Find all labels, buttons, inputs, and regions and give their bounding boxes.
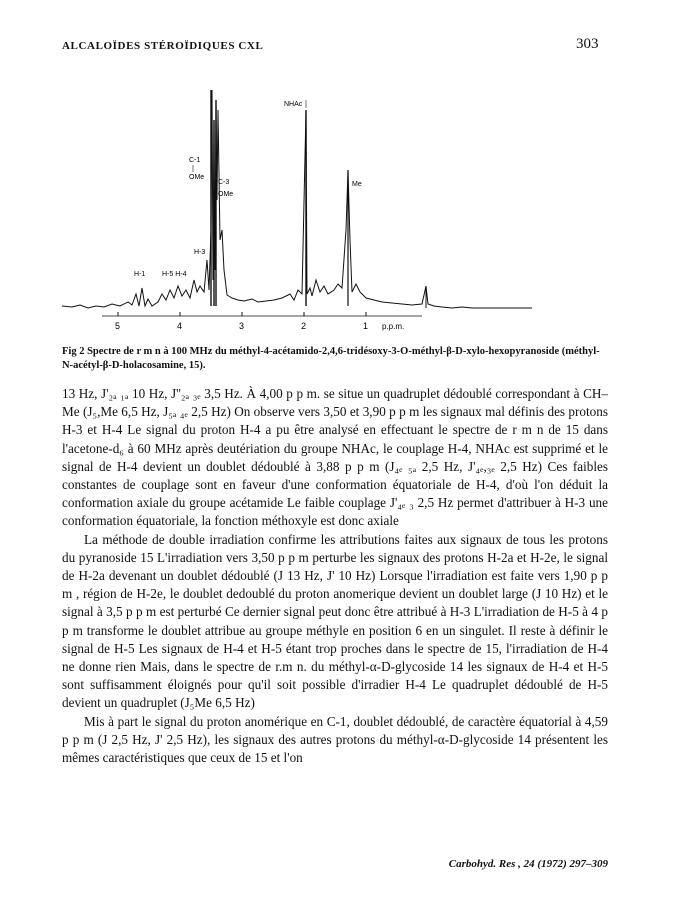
- tick-label: 5: [115, 321, 121, 331]
- page-number: 303: [576, 36, 599, 52]
- peak-label-me: Me: [352, 181, 362, 188]
- peak-label-h3: H-3: [194, 249, 206, 256]
- running-title: ALCALOÏDES STÉROÏDIQUES CXL: [62, 40, 264, 52]
- peak-label-h5h4: H-5 H-4: [162, 271, 187, 278]
- nmr-spectrum-figure: [62, 80, 582, 338]
- journal-footer: Carbohyd. Res , 24 (1972) 297–309: [448, 858, 608, 870]
- paragraph: La méthode de double irradiation confirme les attributions faites aux signaux de tous les protons du pyranoside 15 L'irradiation vers 3,50 p p m perturbe les signaux des protons H-2a et H-2e, le signal de H-2a devenant un doublet dédoublé (J 13 Hz, J' 10 Hz) Lorsque l'irradiation est faite vers 1,90 p p m , région de H-2e, le doublet dedoublé du proton anomerique devient un doublet large (J 10 Hz) et le signal à 3,5 p p m est perturbé Ce dernier signal peut donc être attribué à H-3 L'irradiation de H-5 à 4 p p m transforme le doublet attribue au groupe méthyle en position 6 en un singulet. Il reste à définir le signal de H-5 Les signaux de H-4 et H-5 étant trop proches dans le spectre de 15, l'irradiation de H-4 ne donne rien Mais, dans le spectre de r.m n. du méthyl-α-D-glycoside 14 les signaux de H-4 et H-5 sont suffisamment éloignés pour qu'il soit possible d'irradier H-4 Le quadruplet dédoublé de H-5 devient un quadruplet (J₅Me 6,5 Hz): [62, 531, 608, 711]
- paragraph: Mis à part le signal du proton anomérique en C-1, doublet dédoublé, de caractère équatorial à 4,59 p p m (J 2,5 Hz, J' 2,5 Hz), les signaux des autres protons du méthyl-α-D-glycoside 14 présentent les mêmes caractéristiques que ceux de 15 et l'on: [62, 713, 608, 766]
- tick-label: 4: [177, 321, 183, 331]
- body-text: [62, 385, 608, 767]
- peak-label-h1: H-1: [134, 271, 146, 278]
- peak-label-c1-ome: OMe: [189, 174, 205, 181]
- peak-label-c3-ome: OMe: [218, 191, 234, 198]
- tick-label: 2: [301, 321, 307, 331]
- peak-label-c3: C-3: [218, 179, 230, 186]
- tick-label: 1: [363, 321, 369, 331]
- axis-unit: p.p.m.: [382, 322, 405, 331]
- tick-label: 3: [239, 321, 245, 331]
- figure-caption: Fig 2 Spectre de r m n à 100 MHz du méthyl-4-acétamido-2,4,6-tridésoxy-3-O-méthyl-β-D-xylo-hexopyranoside (méthyl-N-acétyl-β-D-holacosamine, 15).: [62, 346, 600, 371]
- spectrum-trace: [62, 90, 532, 308]
- paragraph: 13 Hz, J'₂ₐ ₁ₐ 10 Hz, J''₂ₐ ₃ₑ 3,5 Hz. À 4,00 p p m. se situe un quadruplet dédoublé correspondant à CH–Me (J₅,Me 6,5 Hz, J₅ₐ ₄ₑ 2,5 Hz) On observe vers 3,50 et 3,90 p p m les signaux mal définis des protons H-3 et H-4 Le signal du proton H-4 a pu être analysé en effectuant le spectre de r m n de 15 dans l'acetone-d₆ à 60 MHz après deutériation du groupe NHAc, le couplage H-4, NHAc est supprimé et le signal de H-4 devient un doublet dédoublé à 3,88 p p m (J₄ₑ ₅ₐ 2,5 Hz, J'₄ₑ,₃ₑ 2,5 Hz) Ces faibles constantes de couplage sont en faveur d'une conformation équatoriale de H-4, d'où l'on déduit la conformation axiale du groupe acétamide Le faible couplage J'₄ₑ ₃ 2,5 Hz permet d'attribuer à H-3 une conformation équatoriale, la fonction méthoxyle est donc axiale: [62, 386, 608, 529]
- peak-label-c1: C-1: [189, 157, 201, 164]
- peak-label-nhac: NHAc: [284, 101, 303, 108]
